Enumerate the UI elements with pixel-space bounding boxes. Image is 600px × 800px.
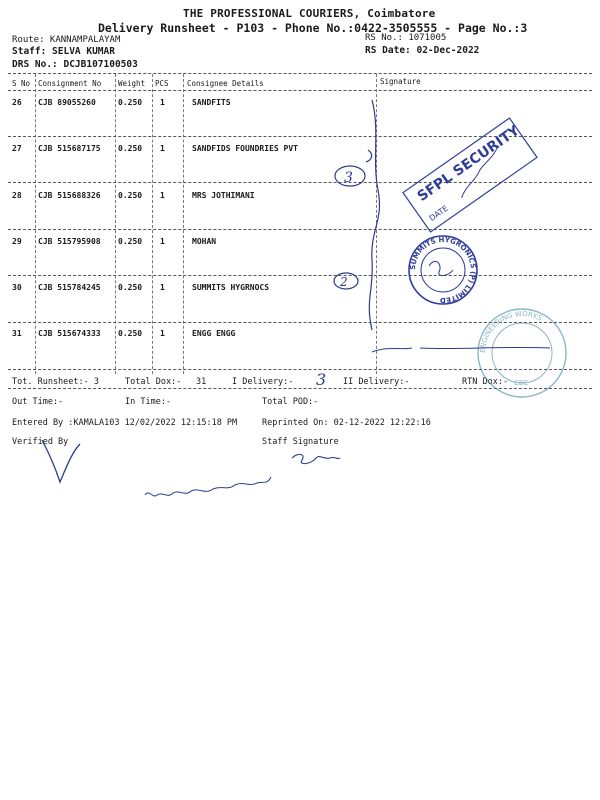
row-consignee: SUMMITS HYGRNOCS (192, 283, 270, 292)
row-sno: 26 (12, 98, 22, 107)
row-pcs: 1 (160, 144, 165, 153)
row-consignment: CJB 515688326 (38, 191, 101, 200)
row-sno: 28 (12, 191, 22, 200)
handwritten-strike (372, 347, 550, 352)
total-dox-label: Total Dox:- (125, 377, 182, 387)
rs-number: RS No.: 1071005 (365, 33, 447, 43)
row-pcs: 1 (160, 237, 165, 246)
row-consignment: CJB 515795908 (38, 237, 101, 246)
engineering-seal-city: CBE (514, 379, 529, 387)
handwritten-number: 2 (340, 275, 348, 289)
row-consignee: MRS JOTHIMANI (192, 191, 255, 200)
row-consignee: SANDFITS (192, 98, 231, 107)
row-sno: 29 (12, 237, 22, 246)
row-pcs: 1 (160, 283, 165, 292)
col-consignment: Consignment No (38, 79, 102, 88)
row-consignee: SANDFIDS FOUNDRIES PVT (192, 144, 298, 153)
row-sno: 27 (12, 144, 22, 153)
in-time-label: In Time:- (125, 397, 172, 407)
security-stamp (403, 117, 538, 232)
engineering-seal-text: ENGINEERING WORKS (478, 309, 544, 354)
rs-date: RS Date: 02-Dec-2022 (365, 45, 480, 56)
row-sno: 31 (12, 329, 22, 338)
row-consignment: CJB 515784245 (38, 283, 101, 292)
security-stamp-text: SFPL SECURITY (414, 122, 523, 205)
staff-signature-scribble (292, 454, 340, 463)
row-weight: 0.250 (118, 283, 143, 292)
staff-signature-label: Staff Signature (262, 437, 339, 447)
hygronics-seal (409, 236, 477, 304)
hygronics-seal-text: SUMMITS HYGRONICS (P) LIMITED (408, 235, 478, 305)
total-dox-value: 31 (196, 377, 207, 387)
row-sno: 30 (12, 283, 22, 292)
row-weight: 0.250 (118, 237, 143, 246)
row-pcs: 1 (160, 98, 165, 107)
row-pcs: 1 (160, 191, 165, 200)
tot-runsheet: Tot. Runsheet:- 3 (12, 377, 99, 387)
ii-delivery-label: II Delivery:- (343, 377, 410, 387)
engineering-seal (478, 309, 566, 397)
drs-number: DRS No.: DCJB107100503 (12, 59, 138, 70)
rtn-dox-label: RTN Dox:- (462, 377, 509, 387)
verified-by-label: Verified By (12, 437, 69, 447)
row-consignee: MOHAN (192, 237, 217, 246)
row-consignee: ENGG ENGG (192, 329, 236, 338)
handwritten-number: 3 (344, 170, 353, 186)
row-consignment: CJB 89055260 (38, 98, 96, 107)
staff-label: Staff: SELVA KUMAR (12, 46, 115, 57)
verified-checkmark (42, 440, 80, 482)
signature-scribble (366, 100, 380, 330)
row-consignment: CJB 515674333 (38, 329, 101, 338)
route-label: Route: KANNAMPALAYAM (12, 35, 121, 45)
row-pcs: 1 (160, 329, 165, 338)
row-weight: 0.250 (118, 98, 143, 107)
row-weight: 0.250 (118, 329, 143, 338)
out-time-label: Out Time:- (12, 397, 64, 407)
row-weight: 0.250 (118, 144, 143, 153)
row-weight: 0.250 (118, 191, 143, 200)
delivery-count-handwritten: 3 (316, 370, 327, 389)
row-consignment: CJB 515687175 (38, 144, 101, 153)
col-signature: Signature (380, 77, 421, 86)
security-stamp-date-label: DATE (427, 203, 450, 224)
svg-text:ENGINEERING WORKS (479, 310, 544, 353)
col-consignee: Consignee Details (187, 79, 264, 88)
runsheet-subtitle: Delivery Runsheet - P103 - Phone No.:0422-3505555 - Page No.:3 (98, 21, 528, 35)
reprinted-on: Reprinted On: 02-12-2022 12:22:16 (262, 418, 431, 428)
entered-by: Entered By :KAMALA103 12/02/2022 12:15:18 PM (12, 418, 238, 428)
verifier-signature-scribble (145, 477, 271, 496)
col-weight: Weight (118, 79, 146, 88)
i-delivery-label: I Delivery:- (232, 377, 294, 387)
col-sno: S No (12, 79, 31, 88)
company-title: THE PROFESSIONAL COURIERS, Coimbatore (183, 7, 436, 20)
total-pod-label: Total POD:- (262, 397, 319, 407)
col-pcs: PCS (155, 79, 169, 88)
